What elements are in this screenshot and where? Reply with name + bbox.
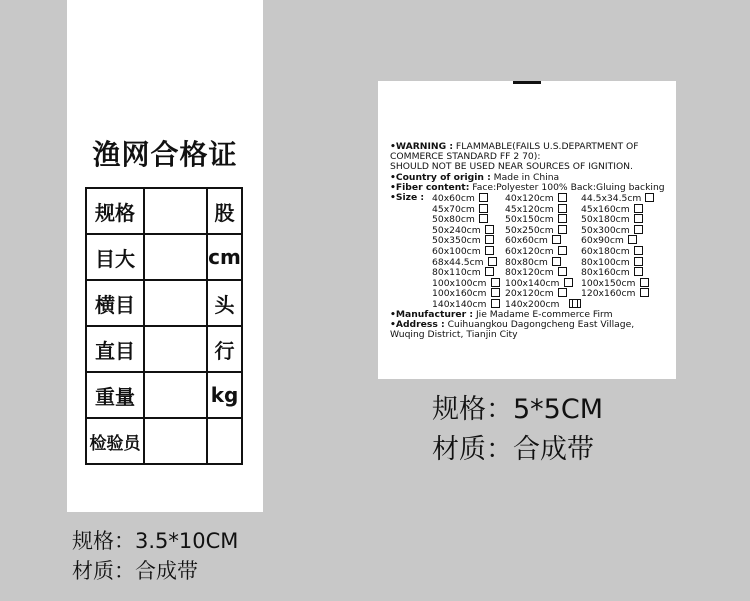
size-value: 50x150cm <box>505 214 554 226</box>
fiber-value: Face:Polyester 100% Back:Gluing backing <box>469 181 665 193</box>
checkbox-icon <box>558 288 567 297</box>
size-option <box>505 214 567 225</box>
checkbox-icon <box>569 299 578 308</box>
size-value: 80x80cm <box>505 256 548 268</box>
checkbox-icon <box>558 204 567 213</box>
size-value: 100x140cm <box>505 277 560 289</box>
row-value <box>144 326 207 372</box>
row-label: 检验员 <box>86 418 144 464</box>
checkbox-icon <box>479 193 488 202</box>
right-spec-size: 规格：5*5CM <box>432 394 604 425</box>
size-value: 60x180cm <box>581 245 630 257</box>
checkbox-icon <box>485 246 494 255</box>
row-unit: cm <box>207 234 242 280</box>
size-value: 60x60cm <box>505 235 548 247</box>
size-value: 80x160cm <box>581 267 630 279</box>
size-value: 20x120cm <box>505 288 554 300</box>
row-unit: 行 <box>207 326 242 372</box>
checkbox-icon <box>491 288 500 297</box>
size-option <box>432 288 500 299</box>
checkbox-icon <box>645 193 654 202</box>
size-row <box>390 278 672 289</box>
size-label: •Size : <box>390 192 425 204</box>
size-value: 60x120cm <box>505 245 554 257</box>
size-value: 120x160cm <box>581 288 636 300</box>
checkbox-icon <box>552 235 561 244</box>
row-value <box>144 280 207 326</box>
row-value <box>144 418 207 464</box>
size-value: 80x120cm <box>505 267 554 279</box>
size-option <box>505 267 567 278</box>
size-option <box>432 267 494 278</box>
size-option <box>432 299 500 310</box>
size-option <box>432 214 488 225</box>
size-value: 45x120cm <box>505 203 554 215</box>
size-option <box>432 235 494 246</box>
checkbox-icon <box>485 235 494 244</box>
row-unit: kg <box>207 372 242 418</box>
size-value: 45x70cm <box>432 203 475 215</box>
size-value: 44.5x34.5cm <box>581 193 642 205</box>
certificate-table <box>85 187 243 465</box>
checkbox-icon <box>640 288 649 297</box>
size-row <box>390 257 672 268</box>
checkbox-icon <box>634 204 643 213</box>
table-row <box>86 188 242 234</box>
size-value: 45x160cm <box>581 203 630 215</box>
size-option <box>505 235 561 246</box>
checkbox-icon <box>558 193 567 202</box>
size-option <box>432 246 494 257</box>
row-value <box>144 372 207 418</box>
row-label: 目大 <box>86 234 144 280</box>
row-label: 横目 <box>86 280 144 326</box>
size-row <box>390 193 672 204</box>
checkbox-icon <box>564 278 573 287</box>
size-row <box>390 214 672 225</box>
size-grid <box>390 193 672 310</box>
size-row <box>390 235 672 246</box>
size-option <box>505 257 561 268</box>
checkbox-icon <box>491 278 500 287</box>
checkbox-icon <box>634 257 643 266</box>
size-option <box>432 225 494 236</box>
size-value: 100x160cm <box>432 288 487 300</box>
right-spec-material: 材质：合成带 <box>432 434 594 465</box>
checkbox-icon <box>479 204 488 213</box>
size-option <box>581 288 649 299</box>
checkbox-icon <box>488 257 497 266</box>
checkbox-icon <box>634 267 643 276</box>
size-row <box>390 299 672 310</box>
size-option <box>505 288 567 299</box>
manufacturer-label: •Manufacturer : <box>390 308 474 320</box>
address-value: Cuihuangkou Dagongcheng East Village, <box>444 318 635 330</box>
row-label: 直目 <box>86 326 144 372</box>
checkbox-icon <box>558 214 567 223</box>
size-value: 50x80cm <box>432 214 475 226</box>
left-spec-material: 材质：合成带 <box>72 559 198 583</box>
size-row <box>390 204 672 215</box>
warning-line-3: SHOULD NOT BE USED NEAR SOURCES OF IGNITION. <box>390 161 633 173</box>
table-row <box>86 418 242 464</box>
label-text-block <box>390 142 672 340</box>
tag-notch <box>513 81 541 84</box>
checkbox-icon <box>485 225 494 234</box>
size-option <box>505 193 567 204</box>
checkbox-icon <box>552 257 561 266</box>
size-value: 80x100cm <box>581 256 630 268</box>
fishing-net-certificate-tag <box>67 0 263 512</box>
row-unit: 头 <box>207 280 242 326</box>
checkbox-icon <box>558 225 567 234</box>
size-value: 50x350cm <box>432 235 481 247</box>
size-option <box>565 299 578 310</box>
size-option <box>432 257 497 268</box>
row-value <box>144 234 207 280</box>
size-value: 68x44.5cm <box>432 256 484 268</box>
row-label: 重量 <box>86 372 144 418</box>
size-option <box>581 267 643 278</box>
size-option <box>581 225 643 236</box>
size-value: 50x240cm <box>432 224 481 236</box>
right-spec-caption <box>432 390 603 470</box>
size-row <box>390 246 672 257</box>
warning-text: FLAMMABLE(FAILS U.S.DEPARTMENT OF <box>453 141 639 152</box>
left-spec-size: 规格：3.5*10CM <box>72 529 239 553</box>
row-unit: 股 <box>207 188 242 234</box>
size-value: 140x140cm <box>432 298 487 310</box>
address-label: •Address : <box>390 318 445 330</box>
table-row <box>86 372 242 418</box>
origin-label: •Country of origin : <box>390 171 491 183</box>
size-row <box>390 225 672 236</box>
address-line-2: Wuqing District, Tianjin City <box>390 328 518 340</box>
size-value: 50x180cm <box>581 214 630 226</box>
size-option <box>505 278 573 289</box>
size-option <box>581 204 643 215</box>
size-option <box>581 193 654 204</box>
size-value: 80x110cm <box>432 267 481 279</box>
size-option <box>432 278 500 289</box>
fiber-label: •Fiber content: <box>390 181 470 193</box>
checkbox-icon <box>634 214 643 223</box>
origin-value: Made in China <box>490 171 560 183</box>
size-option <box>581 214 643 225</box>
care-label-tag <box>378 81 676 379</box>
size-option <box>432 193 488 204</box>
size-value: 100x100cm <box>432 277 487 289</box>
certificate-title: 渔网合格证 <box>92 138 238 171</box>
row-unit <box>207 418 242 464</box>
left-spec-caption <box>72 526 238 586</box>
manufacturer-value: Jie Madame E-commerce Firm <box>473 308 613 320</box>
warning-label: •WARNING : <box>390 141 453 152</box>
size-row <box>390 267 672 278</box>
checkbox-icon <box>634 225 643 234</box>
size-value: 60x100cm <box>432 245 481 257</box>
checkbox-icon <box>628 235 637 244</box>
size-option <box>505 246 567 257</box>
size-option <box>505 225 567 236</box>
size-option <box>581 246 643 257</box>
size-row <box>390 288 672 299</box>
warning-line-2: COMMERCE STANDARD FF 2 70): <box>390 151 541 163</box>
row-value <box>144 188 207 234</box>
table-row <box>86 326 242 372</box>
checkbox-icon <box>485 267 494 276</box>
size-option <box>505 204 567 215</box>
checkbox-icon <box>640 278 649 287</box>
table-row <box>86 234 242 280</box>
checkbox-icon <box>479 214 488 223</box>
size-value: 100x150cm <box>581 277 636 289</box>
checkbox-icon <box>634 246 643 255</box>
size-value: 40x60cm <box>432 193 475 205</box>
checkbox-icon <box>558 246 567 255</box>
size-option <box>581 257 643 268</box>
size-option <box>581 278 649 289</box>
size-value: 40x120cm <box>505 193 554 205</box>
size-option <box>581 235 637 246</box>
checkbox-icon <box>558 267 567 276</box>
row-label: 规格 <box>86 188 144 234</box>
size-value: 140x200cm <box>505 298 560 310</box>
fiber-line <box>390 183 672 193</box>
size-value: 60x90cm <box>581 235 624 247</box>
size-value: 50x250cm <box>505 224 554 236</box>
size-option <box>432 204 488 215</box>
size-value: 50x300cm <box>581 224 630 236</box>
table-row <box>86 280 242 326</box>
checkbox-icon <box>491 299 500 308</box>
